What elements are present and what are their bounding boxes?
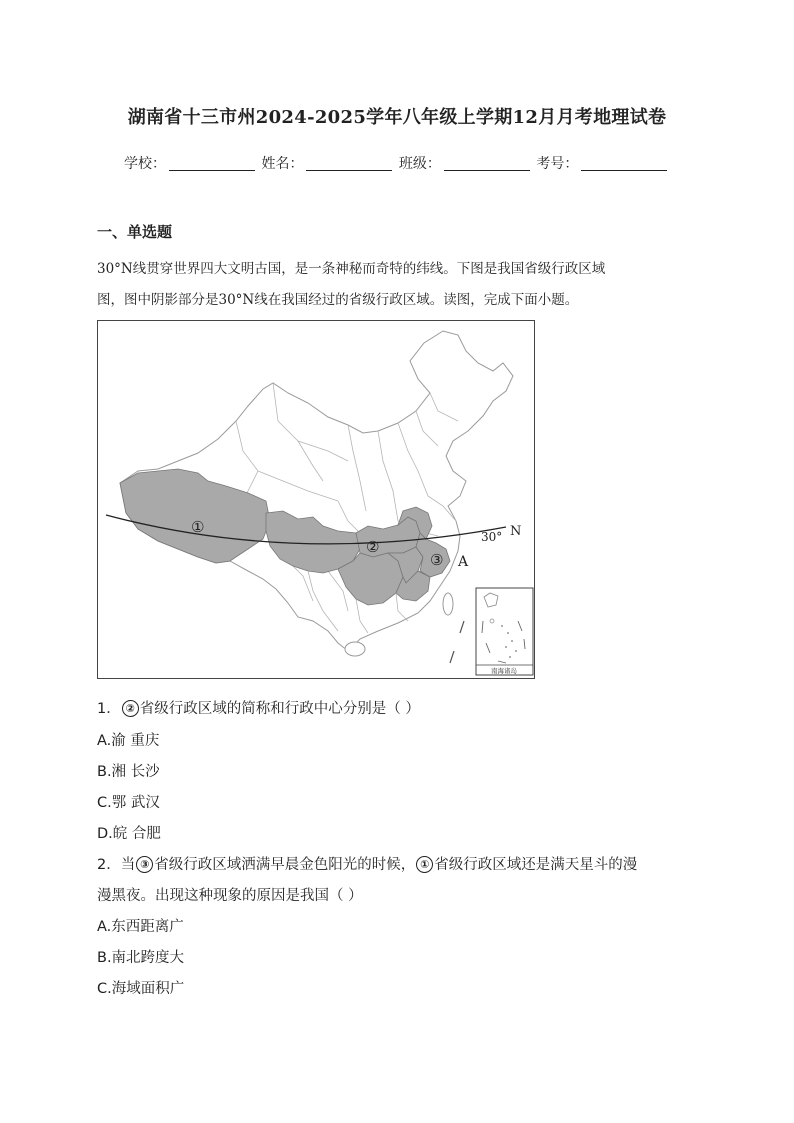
- passage-line-1: 30°N线贯穿世界四大文明古国，是一条神秘而奇特的纬线。下图是我国省级行政区域: [97, 261, 606, 277]
- question-1-circle: ②: [122, 700, 139, 717]
- school-blank[interactable]: [169, 156, 255, 171]
- question-1-number: 1．: [97, 701, 121, 717]
- question-2-line-2: 漫黑夜。出现这种现象的原因是我国（ ）: [97, 888, 363, 904]
- map-svg: [98, 321, 534, 678]
- passage-line-2: 图，图中阴影部分是30°N线在我国经过的省级行政区域。读图，完成下面小题。: [97, 292, 579, 308]
- question-2-circle-a: ③: [136, 856, 153, 873]
- china-province-map: [97, 320, 535, 679]
- question-2: [97, 853, 637, 874]
- question-2-number: 2．: [97, 857, 121, 873]
- name-label: 姓名：: [261, 156, 304, 172]
- student-info-line: [124, 153, 669, 173]
- number-label: 考号：: [536, 156, 579, 172]
- map-label-1: ①: [191, 518, 205, 536]
- question-1-stem: 省级行政区域的简称和行政中心分别是（ ）: [139, 701, 420, 717]
- question-2-option-c[interactable]: C.海域面积广: [97, 981, 185, 997]
- nine-dash-hint: [450, 621, 464, 663]
- question-2-option-b[interactable]: B.南北跨度大: [97, 950, 185, 966]
- hainan-island: [345, 642, 365, 656]
- latitude-n-label: N: [510, 524, 522, 539]
- inset-caption: 南海诸岛: [491, 667, 517, 675]
- south-sea-inset: [476, 588, 533, 675]
- question-1-option-c[interactable]: C.鄂 武汉: [97, 795, 160, 811]
- question-2-option-a[interactable]: A.东西距离广: [97, 919, 184, 935]
- school-label: 学校：: [124, 156, 166, 172]
- question-1-option-b[interactable]: B.湘 长沙: [97, 764, 160, 780]
- question-1: [97, 697, 420, 718]
- question-2-stem-b: 省级行政区域洒满早晨金色阳光的时候，: [154, 857, 416, 873]
- question-1-option-a[interactable]: A.渝 重庆: [97, 733, 160, 749]
- page-title: 湖南省十三市州2024-2025学年八年级上学期12月月考地理试卷: [127, 107, 667, 128]
- map-label-a: A: [458, 554, 469, 570]
- latitude-label: 30°: [481, 530, 503, 544]
- number-blank[interactable]: [581, 156, 667, 171]
- taiwan-island: [443, 593, 453, 615]
- class-label: 班级：: [398, 156, 441, 172]
- map-label-3: ③: [430, 551, 444, 569]
- question-1-option-d[interactable]: D.皖 合肥: [97, 826, 161, 842]
- question-2-circle-b: ①: [416, 856, 433, 873]
- question-2-stem-c: 省级行政区域还是满天星斗的漫: [434, 857, 638, 873]
- class-blank[interactable]: [444, 156, 530, 171]
- question-2-stem-a: 当: [120, 857, 136, 873]
- section-heading: 一、单选题: [97, 223, 173, 241]
- name-blank[interactable]: [306, 156, 392, 171]
- map-label-2: ②: [366, 538, 380, 556]
